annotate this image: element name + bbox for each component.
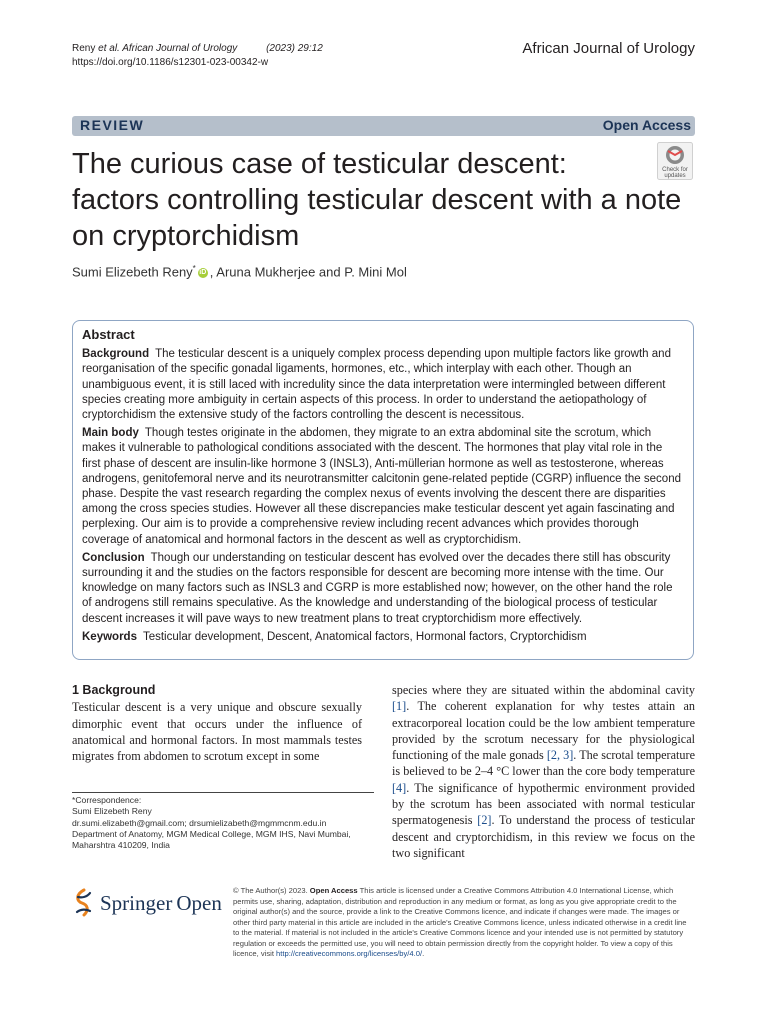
author-list <box>72 264 407 279</box>
keywords-text: Testicular development, Descent, Anatomical factors, Hormonal factors, Cryptorchidism <box>142 630 587 643</box>
body-text-c: . The scrotal temperature is believed to be 2–4 °C lower than the core body temperature <box>392 748 695 779</box>
correspondence-label: *Correspondence: <box>72 795 142 805</box>
running-header <box>72 42 323 70</box>
abstract-keywords <box>82 630 682 645</box>
body-text-a: species where they are situated within the abdominal cavity <box>392 683 695 697</box>
check-for-updates-badge[interactable] <box>657 142 693 180</box>
citation-line <box>72 42 323 56</box>
license-copyright: © The Author(s) 2023. <box>233 886 310 895</box>
logo-word-open: Open <box>176 890 222 915</box>
license-end: . <box>422 949 425 958</box>
open-access-label: Open Access <box>602 117 691 133</box>
correspondence-name: Sumi Elizebeth Reny <box>72 806 152 817</box>
correspondence-address-2: Maharshtra 410209, India <box>72 840 170 851</box>
corresponding-star: * <box>192 264 196 273</box>
citation-year: (2023) 29:12 <box>266 43 323 54</box>
section-heading: 1 Background <box>72 683 156 697</box>
keywords-label: Keywords <box>82 630 137 643</box>
correspondence-emails[interactable]: dr.sumi.elizabeth@gmail.com; drsumielizabeth@mgmmcnm.edu.in <box>72 817 327 828</box>
main-body-label: Main body <box>82 427 139 440</box>
reference-link[interactable]: [2, 3] <box>546 748 574 763</box>
body-text-b: . The coherent explanation for why testes attain an extracorporeal location could be the low ambient temperature provided by the scrotum necessary for the physiological functioning of the male gonads <box>392 699 695 763</box>
title-line-3: on cryptorchidism <box>72 220 300 252</box>
check-for-updates-icon <box>657 142 693 180</box>
abstract-heading: Abstract <box>82 327 135 342</box>
background-label: Background <box>82 348 150 361</box>
crossmark-line-1: Check for <box>662 167 688 173</box>
license-link[interactable]: http://creativecommons.org/licenses/by/4.0/ <box>276 949 423 958</box>
correspondence-note <box>72 795 372 851</box>
publisher-logo[interactable] <box>72 886 222 920</box>
title-line-1: The curious case of testicular descent: <box>72 148 567 180</box>
conclusion-text: Though our understanding on testicular descent has evolved over the decades there still has obscurity surrounding it and the studies on the factors responsible for descent are becoming more intense with the time. Our knowledge on many factors such as INSL3 and CGRP is more established now; however, on the other hand the role of androgens still remains speculative. As the knowledge and understanding of the biological process of testicular descent increases it will pave ways to new treatment plans to treat cryptorchidism more effectively. <box>82 551 673 625</box>
body-text-d: . The significance of hypothermic environment provided by the scrotum has been associated with normal testicular spermatogenesis <box>392 780 695 828</box>
abstract-background <box>82 347 682 423</box>
main-body-text: Though testes originate in the abdomen, they migrate to an extra abdominal site the scrotum, which makes it vulnerable to pathological conditions associated with the descent. The hormones that play vital role in the first phase of descent are insulin-like hormone 3 (INSL3), Anti-müllerian hormone as well as testosterone, whereas androgens, genitofemoral nerve and its neurotransmitter calcitonin gene-related peptide (CGRP) influence the second phase. Despite the vast research regarding the complex nexus of events involving the descent there are disparities among the cross species studies. However all these discrepancies make testicular descent yet again fascinating and perplexing. Our aim is to provide a comprehensive review including recent advances which provides thorough coverage of anatomical and hormonal factors in the descent as well as cryptorchidism. <box>82 427 681 546</box>
article-type-label: REVIEW <box>80 117 145 133</box>
doi-link[interactable]: https://doi.org/10.1186/s12301-023-00342-w <box>72 57 269 68</box>
reference-link[interactable]: [2] <box>477 813 492 828</box>
body-column-right <box>392 682 695 861</box>
springer-open-icon <box>72 888 96 918</box>
abstract-conclusion <box>82 551 682 627</box>
license-open-access: Open Access <box>309 886 358 895</box>
body-text-e: . To understand the process of testicular descent and cryptorchidism, in this review we focus on the two significant <box>392 813 695 860</box>
orcid-icon[interactable]: iD <box>199 268 207 276</box>
background-text: The testicular descent is a uniquely complex process depending upon multiple factors like growth and reorganisation of the specific gonadal ligaments, hormones, etc., which interplay with each other. Though an unambiguous event, it is still laced with incredulity since the data interpretation were intermingled between different species creating more ambiguity in certain aspects of this process. In order to understand the aetiopathology of cryptorchidism the extensive study of the factors controlling the descent is necessitous. <box>82 348 671 422</box>
title-line-2: factors controlling testicular descent with a note <box>72 184 682 216</box>
body-column-left <box>72 682 362 764</box>
other-authors: , Aruna Mukherjee and P. Mini Mol <box>209 264 407 280</box>
abstract-box <box>72 320 694 660</box>
correspondence-address-1: Department of Anatomy, MGM Medical College, MGM IHS, Navi Mumbai, <box>72 828 351 839</box>
license-body: This article is licensed under a Creative Commons Attribution 4.0 International License, which permits use, sharing, adaptation, distribution and reproduction in any medium or format, as long as you give appropriate credit to the original author(s) and the source, provide a link to the Creative Commons licence, and indicate if changes were made. The images or other third party material in this article are included in the article's Creative Commons licence, unless indicated otherwise in a credit line to the material. If material is not included in the article's Creative Commons licence and your intended use is not permitted by statutory regulation or exceeds the permitted use, you will need to obtain permission directly from the copyright holder. To view a copy of this licence, visit <box>233 886 687 958</box>
footnote-divider <box>72 792 374 793</box>
reference-link[interactable]: [4] <box>392 780 407 795</box>
license-notice <box>233 886 693 960</box>
logo-word-springer: Springer <box>100 890 173 915</box>
corresponding-author[interactable]: Sumi Elizebeth Reny <box>72 264 193 280</box>
article-type-banner <box>72 116 695 136</box>
citation-journal: et al. African Journal of Urology <box>98 43 238 54</box>
abstract-main-body <box>82 426 682 548</box>
body-paragraph-left: Testicular descent is a very unique and obscure sexually dimorphic event that occurs under the influence of anatomical and hormonal factors. In most mammals testes migrates from abdomen to scrotum except in some <box>72 700 362 764</box>
journal-name: African Journal of Urology <box>522 40 695 57</box>
crossmark-line-2: updates <box>664 173 686 179</box>
conclusion-label: Conclusion <box>82 551 145 564</box>
reference-link[interactable]: [1] <box>392 699 407 714</box>
citation-authors: Reny <box>72 43 96 54</box>
